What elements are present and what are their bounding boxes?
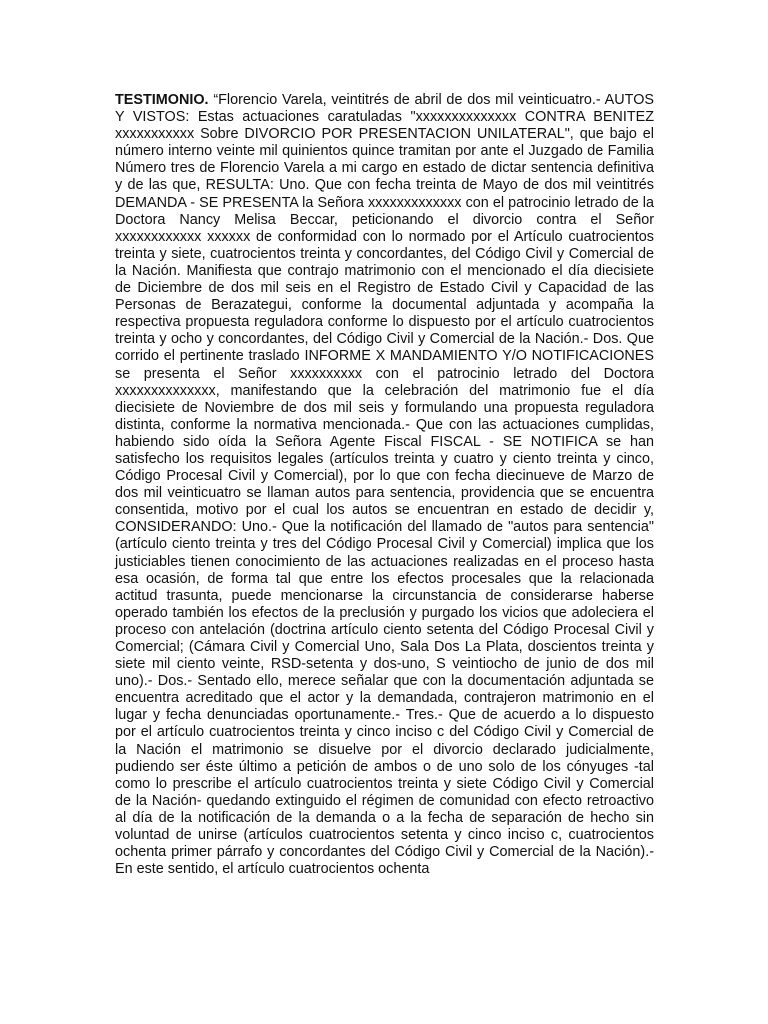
document-body-text: “Florencio Varela, veintitrés de abril de dos mil veinticuatro.- AUTOS Y VISTOS: Estas actuaciones caratuladas "xxxxxxxxxxxxxx CONTRA BENITEZ xxxxxxxxxxx Sobre DIVORCIO POR PRESENTACION UNILATERAL", que bajo el número interno veinte mil quinientos quince tramitan por ante el Juzgado de Familia Número tres de Florencio Varela a mi cargo en estado de dictar sentencia definitiva y de las que, RESULTA: Uno. Que con fecha treinta de Mayo de dos mil veintitrés DEMANDA - SE PRESENTA la Señora xxxxxxxxxxxxx con el patrocinio letrado de la Doctora Nancy Melisa Beccar, peticionando el divorcio contra el Señor xxxxxxxxxxxx xxxxxx de conformidad con lo normado por el Artículo cuatrocientos treinta y siete, cuatrocientos treinta y concordantes, del Código Civil y Comercial de la Nación. Manifiesta que contrajo matrimonio con el mencionado el día diecisiete de Diciembre de dos mil seis en el Registro de Estado Civil y Capacidad de las Personas de Berazategui, conforme la documental adjuntada y acompaña la respectiva propuesta reguladora conforme lo dispuesto por el artículo cuatrocientos treinta y ocho y concordantes, del Código Civil y Comercial de la Nación.- Dos. Que corrido el pertinente traslado INFORME X MANDAMIENTO Y/O NOTIFICACIONES se presenta el Señor xxxxxxxxxx con el patrocinio letrado del Doctora xxxxxxxxxxxxxx, manifestando que la celebración del matrimonio fue el día diecisiete de Noviembre de dos mil seis y formulando una propuesta reguladora distinta, conforme la normativa mencionada.- Que con las actuaciones cumplidas, habiendo sido oída la Señora Agente Fiscal FISCAL - SE NOTIFICA se han satisfecho los requisitos legales (artículos treinta y cuatro y ciento treinta y cinco, Código Procesal Civil y Comercial), por lo que con fecha diecinueve de Marzo de dos mil veinticuatro se llaman autos para sentencia, providencia que se encuentra consentida, motivo por el cual los autos se encuentran en estado de decidir y, CONSIDERANDO: Uno.- Que la notificación del llamado de "autos para sentencia" (artículo ciento treinta y tres del Código Procesal Civil y Comercial) implica que los justiciables tienen conocimiento de las actuaciones realizadas en el proceso hasta esa ocasión, de forma tal que entre los efectos procesales que la relacionada actitud trasunta, puede mencionarse la circunstancia de considerarse haberse operado también los efectos de la preclusión y purgado los vicios que adoleciera el proceso con antelación (doctrina artículo ciento setenta del Código Procesal Civil y Comercial; (Cámara Civil y Comercial Uno, Sala Dos La Plata, doscientos treinta y siete mil ciento veinte, RSD-setenta y dos-uno, S veintiocho de junio de dos mil uno).- Dos.- Sentado ello, merece señalar que con la documentación adjuntada se encuentra acreditado que el actor y la demandada, contrajeron matrimonio en el lugar y fecha denunciadas oportunamente.- Tres.- Que de acuerdo a lo dispuesto por el artículo cuatrocientos treinta y cinco inciso c del Código Civil y Comercial de la Nación el matrimonio se disuelve por el divorcio declarado judicialmente, pudiendo ser éste último a petición de ambos o de uno solo de los cónyuges -tal como lo prescribe el artículo cuatrocientos treinta y siete Código Civil y Comercial de la Nación- quedando extinguido el régimen de comunidad con efecto retroactivo al día de la notificación de la demanda o a la fecha de separación de hecho sin voluntad de unirse (artículos cuatrocientos setenta y cinco inciso c, cuatrocientos ochenta primer párrafo y concordantes del Código Civil y Comercial de la Nación).- En este sentido, el artículo cuatrocientos ochenta: [115, 92, 654, 878]
document-heading: TESTIMONIO.: [115, 92, 209, 108]
document-paragraph: [115, 92, 654, 878]
